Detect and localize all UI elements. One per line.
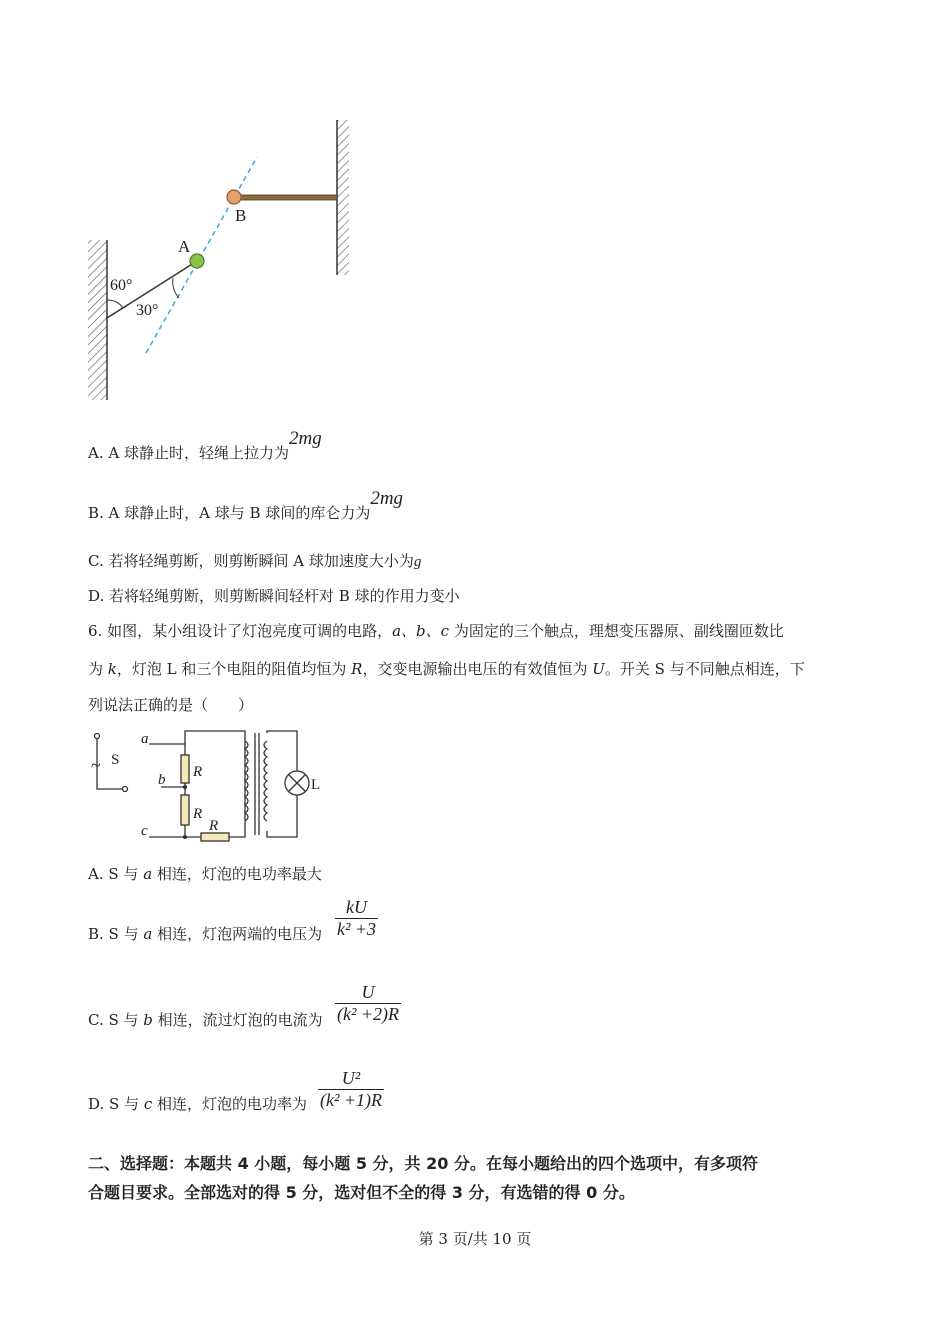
q5-option-c-value: g [413,554,422,570]
q6-option-b [88,924,322,944]
q5-option-c [88,551,421,572]
q6-option-c [88,1010,323,1030]
q6-option-d-pre: D. S 与 [88,1095,144,1113]
q5-option-b-text: B. A 球静止时，A 球与 B 球间的库仑力为 [88,504,371,522]
page-footer: 第 3 页/共 10 页 [418,1230,532,1248]
q6-option-b-pre: B. S 与 [88,925,144,943]
q5-option-d-text: D. 若将轻绳剪断，则剪断瞬间轻杆对 B 球的作用力变小 [88,587,460,605]
q6-option-a-var: a [143,865,153,883]
q5-option-c-text: C. 若将轻绳剪断，则剪断瞬间 A 球加速度大小为 [88,552,414,570]
q5-option-a-value: 2mg [288,428,322,449]
q6-option-d-var: c [143,1095,153,1113]
resistor-2-label: R [193,806,203,822]
label-a: A [178,237,191,256]
resistor-2 [181,795,189,825]
angle-arc-60 [107,300,123,308]
contact-b-label: b [158,772,166,788]
q6-option-d [88,1094,307,1114]
right-wall-hatch [337,120,349,275]
q6-stem-vars: a、b、c [392,622,450,640]
q6-stem-text: 6. 如图，某小组设计了灯泡亮度可调的电路， [88,622,393,640]
q6-option-b-numerator: kU [346,897,368,917]
wire-secondary-bottom [267,795,297,837]
q6-option-c-pre: C. S 与 [88,1011,144,1029]
q6-option-b-denominator: k² +3 [337,919,377,939]
figure-circuit [85,727,330,847]
q6-stem-k: k [107,660,117,678]
q6-stem-text: ，灯泡 L 和三个电阻的阻值均恒为 [116,660,352,678]
q6-option-b-fraction [335,897,378,940]
resistor-1 [181,755,189,783]
q6-option-d-denominator: (k² +1)R [320,1090,383,1110]
q6-stem-text: 为固定的三个触点，理想变压器原、副线圈匝数比 [449,622,784,640]
terminal-top [95,734,100,739]
q6-option-d-numerator: U² [341,1068,361,1088]
q6-option-d-fraction [318,1068,384,1111]
ball-a [190,254,204,268]
q5-option-a-text: A. A 球静止时，轻绳上拉力为 [88,444,289,462]
contact-c-label: c [141,823,148,839]
wire-a [149,744,185,755]
q6-stem-R: R [351,660,363,678]
q6-option-c-post: 相连，流过灯泡的电流为 [152,1011,323,1029]
secondary-coil [264,741,267,821]
ac-symbol: ~ [91,755,101,775]
switch-label: S [111,752,120,768]
lamp-label: L [311,777,321,793]
resistor-3-label: R [209,818,219,834]
q6-option-b-var: a [143,925,153,943]
q6-option-a [88,864,322,884]
q6-option-b-post: 相连，灯泡两端的电压为 [152,925,323,943]
q5-option-a [88,428,322,463]
q5-option-b-value: 2mg [370,488,404,509]
ball-b [227,190,241,204]
q6-option-c-fraction [335,982,401,1025]
q6-stem-line2 [88,659,805,679]
angle-60-label: 60° [110,277,133,294]
q6-stem-text: ，交变电源输出电压的有效值恒为 [362,660,593,678]
q6-stem-line1 [88,621,784,641]
q6-option-a-pre: A. S 与 [88,865,144,883]
q6-option-d-post: 相连，灯泡的电功率为 [152,1095,308,1113]
resistor-1-label: R [193,764,203,780]
q6-stem-text: 为 [88,660,108,678]
light-rod [240,195,337,200]
figure-ball-wall [80,115,370,410]
resistor-3 [201,833,229,841]
q5-option-d [88,586,460,606]
left-wall-hatch [88,240,107,400]
q6-option-c-var: b [143,1011,153,1029]
node-b [183,785,187,789]
q6-stem-U: U [592,660,605,678]
section2-line2: 合题目要求。全部选对的得 5 分，选对但不全的得 3 分，有选错的得 0 分。 [88,1183,635,1202]
q6-option-c-denominator: (k² +2)R [337,1004,400,1024]
angle-30-label: 30° [136,302,159,319]
q6-option-a-post: 相连，灯泡的电功率最大 [152,865,322,883]
q6-option-c-numerator: U [361,982,375,1002]
wire-secondary-top [267,731,297,771]
label-b: B [235,206,247,225]
q6-stem-text: 列说法正确的是（ ） [88,696,254,714]
terminal-bottom [123,787,128,792]
q6-stem-text: 。开关 S 与不同触点相连，下 [604,660,805,678]
contact-a-label: a [141,731,149,747]
q5-option-b [88,488,404,523]
q6-stem-line3 [88,695,253,715]
node-c [183,835,187,839]
section2-line1: 二、选择题：本题共 4 小题，每小题 5 分，共 20 分。在每小题给出的四个选项中，有多项符 [88,1154,758,1173]
